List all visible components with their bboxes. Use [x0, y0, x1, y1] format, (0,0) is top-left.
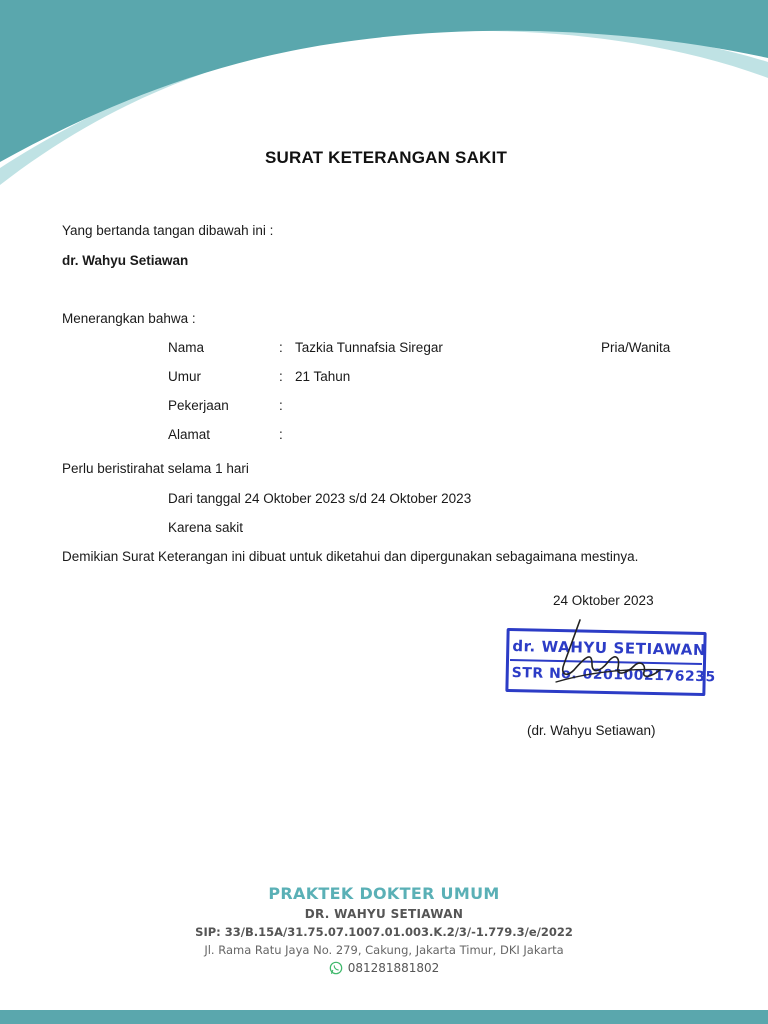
whatsapp-icon	[329, 961, 343, 975]
gender-text: Pria/Wanita	[601, 340, 671, 355]
practice-doctor: DR. WAHYU SETIAWAN	[304, 907, 464, 921]
header-wave	[0, 0, 768, 200]
field-colon: :	[279, 369, 283, 384]
field-label-name: Nama	[168, 340, 205, 355]
signer-name: (dr. Wahyu Setiawan)	[527, 723, 656, 738]
signature	[500, 612, 720, 702]
document-title: SURAT KETERANGAN SAKIT	[264, 148, 508, 167]
practice-address: Jl. Rama Ratu Jaya No. 279, Cakung, Jakarta Timur, DKI Jakarta	[204, 943, 564, 957]
practice-title: PRAKTEK DOKTER UMUM	[268, 884, 500, 903]
doctor-name: dr. Wahyu Setiawan	[62, 253, 189, 268]
closing-text: Demikian Surat Keterangan ini dibuat untuk diketahui dan dipergunakan sebagaimana mestinya.	[62, 549, 639, 564]
field-value-age: 21 Tahun	[295, 369, 351, 384]
stamp-name: dr. WAHYU SETIAWAN	[512, 637, 707, 660]
sign-date: 24 Oktober 2023	[553, 593, 654, 608]
statement-text: Menerangkan bahwa :	[62, 311, 196, 326]
date-range: Dari tanggal 24 Oktober 2023 s/d 24 Oktober 2023	[168, 491, 472, 506]
practice-sip: SIP: 33/B.15A/31.75.07.1007.01.003.K.2/3/-1.779.3/e/2022	[195, 925, 573, 939]
practice-phone	[329, 961, 440, 975]
footer-letterhead	[0, 884, 768, 980]
field-label-age: Umur	[168, 369, 201, 384]
reason-text: Karena sakit	[168, 520, 244, 535]
rest-line: Perlu beristirahat selama 1 hari	[62, 461, 249, 476]
field-value-name: Tazkia Tunnafsia Siregar	[295, 340, 443, 355]
footer-bar	[0, 1010, 768, 1024]
field-colon: :	[279, 398, 283, 413]
field-colon: :	[279, 427, 283, 442]
field-label-address: Alamat	[168, 427, 211, 442]
field-colon: :	[279, 340, 283, 355]
field-label-occupation: Pekerjaan	[168, 398, 229, 413]
intro-text: Yang bertanda tangan dibawah ini :	[62, 223, 274, 238]
stamp-str-number: STR No. 0201002176235	[511, 665, 716, 686]
phone-number: 081281881802	[347, 961, 440, 975]
